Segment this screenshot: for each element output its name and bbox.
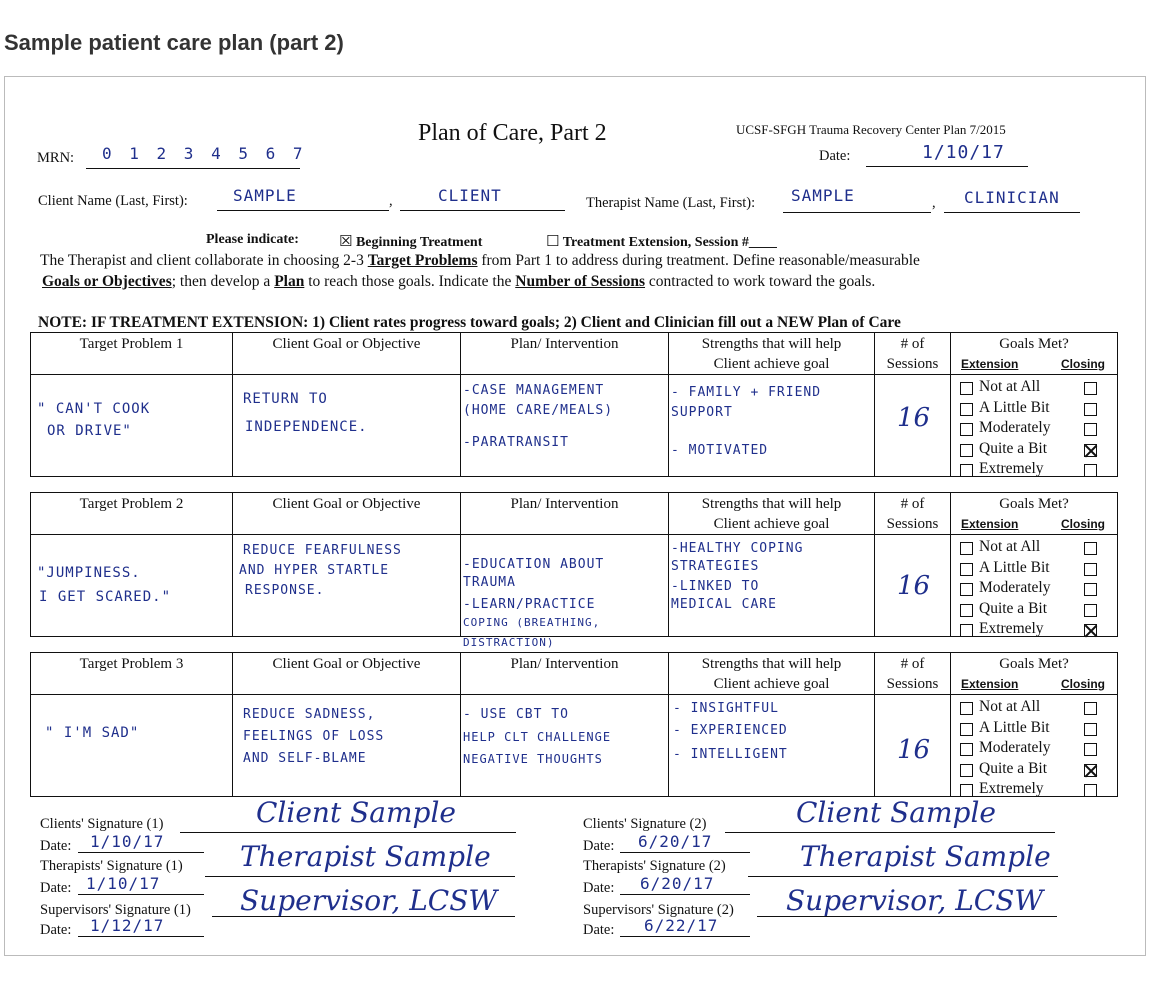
plan-text: -PARATRANSIT	[463, 435, 569, 450]
plan-text: (HOME CARE/MEALS)	[463, 403, 614, 418]
treatment-extension-option[interactable]	[546, 232, 777, 251]
goal-level-label: A Little Bit	[979, 718, 1050, 736]
strengths-column-header: Strengths that will help Client achieve goal	[669, 333, 875, 375]
goal-level-label: Extremely	[979, 620, 1044, 637]
extension-checkbox[interactable]	[960, 583, 973, 596]
therapist-first-field	[944, 186, 1080, 213]
closing-checkbox[interactable]	[1084, 444, 1097, 457]
extension-checkbox[interactable]	[960, 702, 973, 715]
closing-checkbox[interactable]	[1084, 464, 1097, 477]
goal-level-row	[957, 441, 1109, 461]
plan-term: Plan	[274, 273, 305, 290]
plan-text: HELP CLT CHALLENGE	[463, 730, 612, 744]
goal-text: REDUCE SADNESS,	[243, 707, 376, 722]
closing-checkbox[interactable]	[1084, 624, 1097, 637]
target-problems-term: Target Problems	[367, 252, 478, 269]
extension-checkbox[interactable]	[960, 382, 973, 395]
problem-text: I GET SCARED."	[39, 589, 172, 605]
plan-text: - USE CBT TO	[463, 707, 569, 722]
goal-level-label: Not at All	[979, 538, 1041, 555]
closing-checkbox[interactable]	[1084, 702, 1097, 715]
therapist-signature: Therapist Sample	[240, 840, 491, 873]
beginning-treatment-option[interactable]	[339, 232, 482, 251]
goal-cell	[233, 375, 461, 477]
client-signature: Client Sample	[256, 796, 456, 829]
plan-text: -CASE MANAGEMENT	[463, 383, 605, 398]
instructions-line-1	[40, 252, 920, 270]
plan-column-header: Plan/ Intervention	[461, 333, 669, 375]
target-problem-header: Target Problem 1	[31, 333, 233, 375]
sessions-column-header: # of Sessions	[875, 493, 951, 535]
closing-checkbox[interactable]	[1084, 743, 1097, 756]
mrn-label: MRN:	[37, 150, 75, 166]
plan-text: NEGATIVE THOUGHTS	[463, 752, 603, 766]
goal-level-label: Not at All	[979, 698, 1041, 715]
goal-level-label: Quite a Bit	[979, 599, 1048, 617]
problem-text: "JUMPINESS.	[37, 565, 141, 581]
sessions-value: 16	[897, 571, 931, 601]
date-label: Date:	[40, 922, 72, 938]
goal-text: RETURN TO	[243, 391, 328, 407]
goal-level-label: Quite a Bit	[979, 759, 1048, 777]
goal-text: RESPONSE.	[245, 583, 325, 598]
sessions-term: Number of Sessions	[515, 273, 646, 290]
client-signature-label: Clients' Signature (2)	[583, 816, 707, 832]
date-value: 1/10/17	[86, 874, 161, 893]
strength-text: SUPPORT	[671, 405, 733, 420]
sessions-cell	[875, 535, 951, 637]
plan-text: TRAUMA	[463, 575, 516, 590]
goal-level-row	[957, 461, 1109, 481]
sessions-cell	[875, 375, 951, 477]
goal-level-row	[957, 761, 1109, 781]
goal-cell	[233, 535, 461, 637]
therapist-last-field	[783, 186, 931, 213]
goal-level-row	[957, 560, 1109, 580]
closing-checkbox[interactable]	[1084, 583, 1097, 596]
target-problem-3-table	[30, 652, 1118, 797]
extension-checkbox[interactable]	[960, 423, 973, 436]
closing-checkbox[interactable]	[1084, 764, 1097, 777]
strength-text: -LINKED TO	[671, 579, 760, 594]
problem-text: " CAN'T COOK	[37, 401, 151, 417]
session-number-blank: ____	[748, 235, 777, 250]
target-problem-cell	[31, 695, 233, 797]
closing-checkbox[interactable]	[1084, 723, 1097, 736]
goal-level-row	[957, 720, 1109, 740]
extension-checkbox[interactable]	[960, 464, 973, 477]
goals-met-header: Goals Met? Extension Closing	[951, 653, 1118, 695]
target-problem-1-table	[30, 332, 1118, 477]
plan-cell	[461, 695, 669, 797]
date-label: Date:	[583, 922, 615, 938]
extension-checkbox[interactable]	[960, 604, 973, 617]
goal-level-row	[957, 379, 1109, 399]
page-heading: Sample patient care plan (part 2)	[4, 30, 344, 55]
goal-level-label: Quite a Bit	[979, 439, 1048, 457]
client-first-value: CLIENT	[438, 186, 502, 205]
therapist-signature: Therapist Sample	[800, 840, 1051, 873]
problem-text: " I'M SAD"	[45, 725, 140, 741]
goal-level-row	[957, 420, 1109, 440]
date-value: 6/20/17	[640, 874, 715, 893]
treatment-extension-note: NOTE: IF TREATMENT EXTENSION: 1) Client rates progress toward goals; 2) Client and Clinician fill out a NEW Plan of Care	[38, 314, 901, 331]
target-problem-2-table	[30, 492, 1118, 649]
goal-level-label: Moderately	[979, 739, 1051, 756]
goals-term: Goals or Objectives	[42, 273, 172, 290]
date-value: 1/10/17	[90, 832, 165, 851]
goal-level-row	[957, 580, 1109, 600]
date-value: 1/10/17	[922, 142, 1005, 163]
date-label: Date:	[40, 880, 72, 896]
date-field	[866, 142, 1028, 167]
sessions-column-header: # of Sessions	[875, 333, 951, 375]
goal-level-row	[957, 400, 1109, 420]
extension-checkbox[interactable]	[960, 624, 973, 637]
extension-checkbox[interactable]	[960, 723, 973, 736]
please-indicate-label: Please indicate:	[206, 232, 299, 247]
client-name-label: Client Name (Last, First):	[38, 193, 188, 209]
sessions-column-header: # of Sessions	[875, 653, 951, 695]
date-label: Date:	[583, 838, 615, 854]
goal-level-label: Moderately	[979, 579, 1051, 596]
closing-checkbox[interactable]	[1084, 784, 1097, 797]
goal-text: FEELINGS OF LOSS	[243, 729, 385, 744]
target-problem-cell	[31, 375, 233, 477]
goals-met-header: Goals Met? Extension Closing	[951, 493, 1118, 535]
goal-column-header: Client Goal or Objective	[233, 493, 461, 535]
goals-met-header: Goals Met? Extension Closing	[951, 333, 1118, 375]
goal-column-header: Client Goal or Objective	[233, 333, 461, 375]
strengths-cell	[669, 535, 875, 637]
center-plan-label: UCSF-SFGH Trauma Recovery Center Plan 7/2015	[736, 122, 1006, 137]
client-signature: Client Sample	[796, 796, 996, 829]
date-value: 6/20/17	[638, 832, 713, 851]
sessions-value: 16	[897, 403, 931, 433]
strengths-column-header: Strengths that will help Client achieve goal	[669, 493, 875, 535]
closing-checkbox[interactable]	[1084, 542, 1097, 555]
supervisor-signature-label: Supervisors' Signature (2)	[583, 902, 734, 918]
target-problem-header: Target Problem 2	[31, 493, 233, 535]
therapist-name-comma: ,	[932, 195, 936, 211]
problem-text: OR DRIVE"	[47, 423, 132, 439]
strength-text: - EXPERIENCED	[673, 723, 788, 738]
extension-checkbox[interactable]	[960, 542, 973, 555]
strength-text: - FAMILY + FRIEND	[671, 385, 822, 400]
goal-level-label: A Little Bit	[979, 558, 1050, 576]
goal-level-row	[957, 601, 1109, 621]
closing-checkbox[interactable]	[1084, 403, 1097, 416]
goal-level-label: A Little Bit	[979, 398, 1050, 416]
goal-text: REDUCE FEARFULNESS	[243, 543, 402, 558]
mrn-value: 0 1 2 3 4 5 6 7	[102, 144, 307, 163]
date-label: Date:	[583, 880, 615, 896]
target-problem-header: Target Problem 3	[31, 653, 233, 695]
strength-text: -HEALTHY COPING	[671, 541, 804, 556]
supervisor-signature: Supervisor, LCSW	[786, 884, 1044, 917]
client-signature-label: Clients' Signature (1)	[40, 816, 164, 832]
goal-level-row	[957, 621, 1109, 641]
therapist-signature-label: Therapists' Signature (2)	[583, 858, 726, 874]
sessions-cell	[875, 695, 951, 797]
target-problem-cell	[31, 535, 233, 637]
therapist-last-value: SAMPLE	[791, 186, 855, 205]
supervisor-signature-label: Supervisors' Signature (1)	[40, 902, 191, 918]
checked-box-icon: ☒	[339, 232, 353, 250]
date-value: 1/12/17	[90, 916, 165, 935]
instructions-text: from Part 1 to address during treatment. Define reasonable/measurable	[477, 252, 920, 269]
goal-level-row	[957, 699, 1109, 719]
instructions-text: The Therapist and client collaborate in choosing 2-3	[40, 252, 368, 269]
strength-text: - INSIGHTFUL	[673, 701, 779, 716]
therapist-name-label: Therapist Name (Last, First):	[586, 195, 756, 211]
plan-column-header: Plan/ Intervention	[461, 493, 669, 535]
plan-text: COPING (BREATHING, DISTRACTION)	[463, 616, 601, 649]
instructions-text: contracted to work toward the goals.	[645, 273, 876, 290]
therapist-first-value: CLINICIAN	[964, 188, 1060, 207]
date-label: Date:	[40, 838, 72, 854]
goals-met-cell	[951, 375, 1118, 477]
extension-checkbox[interactable]	[960, 403, 973, 416]
closing-checkbox[interactable]	[1084, 563, 1097, 576]
strengths-cell	[669, 695, 875, 797]
goal-level-label: Not at All	[979, 378, 1041, 395]
sessions-value: 16	[897, 735, 931, 765]
strength-text: MEDICAL CARE	[671, 597, 777, 612]
goal-level-label: Moderately	[979, 419, 1051, 436]
unchecked-box-icon: ☐	[546, 232, 560, 250]
closing-checkbox[interactable]	[1084, 382, 1097, 395]
document-title: Plan of Care, Part 2	[418, 120, 607, 146]
goal-level-row	[957, 740, 1109, 760]
goal-text: INDEPENDENCE.	[245, 419, 368, 435]
client-first-field	[400, 186, 565, 211]
treatment-extension-label: Treatment Extension, Session #	[562, 235, 749, 250]
extension-checkbox[interactable]	[960, 764, 973, 777]
plan-cell	[461, 375, 669, 477]
plan-text: -LEARN/PRACTICE	[463, 597, 596, 612]
strength-text: - INTELLIGENT	[673, 747, 788, 762]
goals-met-cell	[951, 535, 1118, 637]
goals-met-cell	[951, 695, 1118, 797]
client-last-field	[217, 186, 389, 211]
client-name-comma: ,	[389, 193, 393, 209]
mrn-field	[86, 144, 307, 169]
plan-column-header: Plan/ Intervention	[461, 653, 669, 695]
goal-column-header: Client Goal or Objective	[233, 653, 461, 695]
supervisor-signature: Supervisor, LCSW	[240, 884, 498, 917]
strength-text: STRATEGIES	[671, 559, 760, 574]
date-label: Date:	[819, 148, 851, 164]
extension-checkbox[interactable]	[960, 444, 973, 457]
extension-checkbox[interactable]	[960, 743, 973, 756]
closing-checkbox[interactable]	[1084, 604, 1097, 617]
therapist-signature-label: Therapists' Signature (1)	[40, 858, 183, 874]
beginning-treatment-label: Beginning Treatment	[355, 235, 483, 250]
goal-level-label: Extremely	[979, 780, 1044, 797]
goal-level-row	[957, 539, 1109, 559]
instructions-text: ; then develop a	[171, 273, 275, 290]
strengths-cell	[669, 375, 875, 477]
client-last-value: SAMPLE	[233, 186, 297, 205]
extension-checkbox[interactable]	[960, 563, 973, 576]
date-value: 6/22/17	[644, 916, 719, 935]
strengths-column-header: Strengths that will help Client achieve goal	[669, 653, 875, 695]
goal-text: AND HYPER STARTLE	[239, 563, 390, 578]
closing-checkbox[interactable]	[1084, 423, 1097, 436]
instructions-line-2	[42, 273, 875, 291]
goal-text: AND SELF-BLAME	[243, 751, 367, 766]
goal-level-label: Extremely	[979, 460, 1044, 477]
plan-cell	[461, 535, 669, 649]
plan-text: -EDUCATION ABOUT	[463, 557, 605, 572]
instructions-text: to reach those goals. Indicate the	[304, 273, 516, 290]
goal-cell	[233, 695, 461, 797]
strength-text: - MOTIVATED	[671, 443, 769, 458]
